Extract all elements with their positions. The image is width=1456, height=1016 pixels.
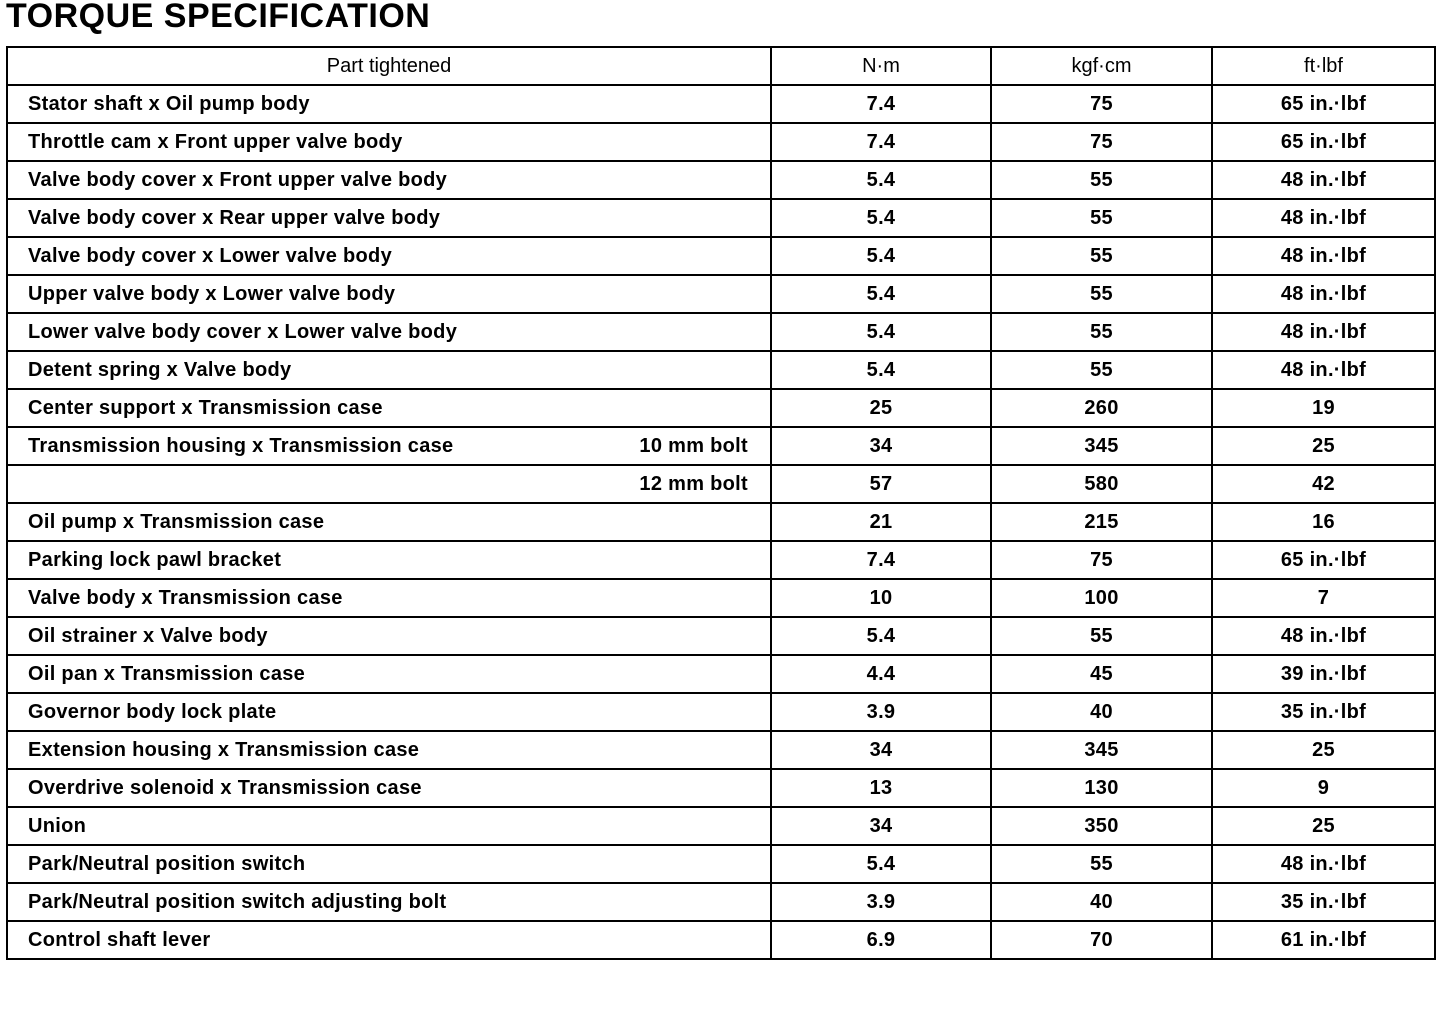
ft-lbf-value: 48 in.·lbf xyxy=(1212,351,1435,389)
table-row xyxy=(7,579,1435,617)
kgf-cm-value: 260 xyxy=(991,389,1212,427)
part-cell xyxy=(7,921,771,959)
nm-value: 3.9 xyxy=(771,883,991,921)
ft-lbf-value: 35 in.·lbf xyxy=(1212,883,1435,921)
part-cell-content xyxy=(28,588,770,608)
part-cell-content xyxy=(28,398,770,418)
part-cell-content xyxy=(28,740,770,760)
table-row xyxy=(7,693,1435,731)
nm-value: 6.9 xyxy=(771,921,991,959)
part-cell xyxy=(7,769,771,807)
ft-lbf-value: 25 xyxy=(1212,731,1435,769)
part-cell-content xyxy=(28,474,770,494)
nm-value: 5.4 xyxy=(771,617,991,655)
nm-value: 5.4 xyxy=(771,237,991,275)
kgf-cm-value: 55 xyxy=(991,199,1212,237)
table-row xyxy=(7,883,1435,921)
part-cell xyxy=(7,123,771,161)
part-name: Transmission housing x Transmission case xyxy=(28,435,454,457)
part-name: Upper valve body x Lower valve body xyxy=(28,283,396,305)
part-cell xyxy=(7,237,771,275)
column-header-kgf-cm: kgf·cm xyxy=(991,47,1212,85)
nm-value: 7.4 xyxy=(771,123,991,161)
part-cell-content xyxy=(28,170,770,190)
ft-lbf-value: 65 in.·lbf xyxy=(1212,541,1435,579)
nm-value: 57 xyxy=(771,465,991,503)
table-row xyxy=(7,389,1435,427)
kgf-cm-value: 580 xyxy=(991,465,1212,503)
part-name: Oil pump x Transmission case xyxy=(28,511,325,533)
part-name: Stator shaft x Oil pump body xyxy=(28,93,310,115)
part-name: Park/Neutral position switch adjusting bolt xyxy=(28,891,447,913)
part-cell-content xyxy=(28,322,770,342)
nm-value: 4.4 xyxy=(771,655,991,693)
part-name: Valve body cover x Lower valve body xyxy=(28,245,392,267)
part-name: Overdrive solenoid x Transmission case xyxy=(28,777,422,799)
ft-lbf-value: 9 xyxy=(1212,769,1435,807)
nm-value: 5.4 xyxy=(771,313,991,351)
torque-spec-table xyxy=(6,46,1436,960)
kgf-cm-value: 55 xyxy=(991,313,1212,351)
kgf-cm-value: 55 xyxy=(991,845,1212,883)
table-row xyxy=(7,123,1435,161)
part-cell xyxy=(7,427,771,465)
part-name: Control shaft lever xyxy=(28,929,211,951)
column-header-part: Part tightened xyxy=(7,47,771,85)
kgf-cm-value: 215 xyxy=(991,503,1212,541)
table-header-row xyxy=(7,47,1435,85)
nm-value: 10 xyxy=(771,579,991,617)
column-header-nm: N·m xyxy=(771,47,991,85)
part-name: Valve body cover x Front upper valve body xyxy=(28,169,448,191)
ft-lbf-value: 48 in.·lbf xyxy=(1212,199,1435,237)
part-cell xyxy=(7,199,771,237)
table-row xyxy=(7,161,1435,199)
part-name: Valve body x Transmission case xyxy=(28,587,343,609)
ft-lbf-value: 48 in.·lbf xyxy=(1212,313,1435,351)
ft-lbf-value: 48 in.·lbf xyxy=(1212,845,1435,883)
part-cell-content xyxy=(28,816,770,836)
ft-lbf-value: 48 in.·lbf xyxy=(1212,161,1435,199)
ft-lbf-value: 25 xyxy=(1212,427,1435,465)
kgf-cm-value: 345 xyxy=(991,427,1212,465)
table-row xyxy=(7,199,1435,237)
ft-lbf-value: 16 xyxy=(1212,503,1435,541)
part-name: Union xyxy=(28,815,87,837)
nm-value: 5.4 xyxy=(771,845,991,883)
part-cell-content xyxy=(28,436,770,456)
part-cell-content xyxy=(28,626,770,646)
table-row xyxy=(7,845,1435,883)
ft-lbf-value: 65 in.·lbf xyxy=(1212,123,1435,161)
part-name: Oil strainer x Valve body xyxy=(28,625,268,647)
table-row xyxy=(7,541,1435,579)
ft-lbf-value: 48 in.·lbf xyxy=(1212,237,1435,275)
ft-lbf-value: 35 in.·lbf xyxy=(1212,693,1435,731)
kgf-cm-value: 350 xyxy=(991,807,1212,845)
part-name: Extension housing x Transmission case xyxy=(28,739,420,761)
table-row xyxy=(7,731,1435,769)
nm-value: 5.4 xyxy=(771,275,991,313)
part-cell-content xyxy=(28,930,770,950)
part-cell-content xyxy=(28,360,770,380)
ft-lbf-value: 7 xyxy=(1212,579,1435,617)
part-cell xyxy=(7,313,771,351)
part-cell-content xyxy=(28,550,770,570)
ft-lbf-value: 48 in.·lbf xyxy=(1212,275,1435,313)
table-row xyxy=(7,85,1435,123)
part-cell-content xyxy=(28,284,770,304)
ft-lbf-value: 25 xyxy=(1212,807,1435,845)
nm-value: 5.4 xyxy=(771,161,991,199)
part-cell xyxy=(7,389,771,427)
part-cell xyxy=(7,161,771,199)
nm-value: 7.4 xyxy=(771,541,991,579)
part-cell xyxy=(7,617,771,655)
part-cell xyxy=(7,351,771,389)
part-name: Oil pan x Transmission case xyxy=(28,663,306,685)
part-name: Center support x Transmission case xyxy=(28,397,383,419)
part-cell-content xyxy=(28,892,770,912)
kgf-cm-value: 100 xyxy=(991,579,1212,617)
part-cell-content xyxy=(28,702,770,722)
part-note: 12 mm bolt xyxy=(639,473,748,495)
kgf-cm-value: 75 xyxy=(991,123,1212,161)
kgf-cm-value: 75 xyxy=(991,85,1212,123)
part-cell xyxy=(7,845,771,883)
part-cell-content xyxy=(28,246,770,266)
kgf-cm-value: 55 xyxy=(991,351,1212,389)
ft-lbf-value: 39 in.·lbf xyxy=(1212,655,1435,693)
table-row xyxy=(7,275,1435,313)
table-row xyxy=(7,807,1435,845)
kgf-cm-value: 75 xyxy=(991,541,1212,579)
part-name: Park/Neutral position switch xyxy=(28,853,306,875)
part-cell-content xyxy=(28,664,770,684)
part-name: Parking lock pawl bracket xyxy=(28,549,282,571)
table-row xyxy=(7,617,1435,655)
part-cell xyxy=(7,655,771,693)
part-name: Valve body cover x Rear upper valve body xyxy=(28,207,441,229)
table-row xyxy=(7,655,1435,693)
part-cell xyxy=(7,503,771,541)
part-cell-content xyxy=(28,94,770,114)
kgf-cm-value: 45 xyxy=(991,655,1212,693)
part-cell xyxy=(7,693,771,731)
table-row xyxy=(7,237,1435,275)
table-row xyxy=(7,427,1435,465)
part-cell xyxy=(7,883,771,921)
table-row xyxy=(7,313,1435,351)
page-title: TORQUE SPECIFICATION xyxy=(6,0,431,35)
nm-value: 5.4 xyxy=(771,351,991,389)
ft-lbf-value: 61 in.·lbf xyxy=(1212,921,1435,959)
table-row xyxy=(7,465,1435,503)
kgf-cm-value: 55 xyxy=(991,275,1212,313)
kgf-cm-value: 345 xyxy=(991,731,1212,769)
kgf-cm-value: 130 xyxy=(991,769,1212,807)
part-cell xyxy=(7,275,771,313)
part-cell-content xyxy=(28,512,770,532)
part-cell xyxy=(7,465,771,503)
part-cell-content xyxy=(28,778,770,798)
part-cell xyxy=(7,807,771,845)
part-name: Governor body lock plate xyxy=(28,701,277,723)
kgf-cm-value: 55 xyxy=(991,237,1212,275)
kgf-cm-value: 40 xyxy=(991,883,1212,921)
table-row xyxy=(7,769,1435,807)
part-cell xyxy=(7,85,771,123)
nm-value: 34 xyxy=(771,731,991,769)
ft-lbf-value: 42 xyxy=(1212,465,1435,503)
part-note: 10 mm bolt xyxy=(639,435,748,457)
kgf-cm-value: 70 xyxy=(991,921,1212,959)
kgf-cm-value: 40 xyxy=(991,693,1212,731)
part-cell xyxy=(7,731,771,769)
part-name: Detent spring x Valve body xyxy=(28,359,292,381)
part-cell-content xyxy=(28,132,770,152)
table-row xyxy=(7,921,1435,959)
nm-value: 34 xyxy=(771,427,991,465)
ft-lbf-value: 48 in.·lbf xyxy=(1212,617,1435,655)
nm-value: 5.4 xyxy=(771,199,991,237)
column-header-ft-lbf: ft·lbf xyxy=(1212,47,1435,85)
nm-value: 3.9 xyxy=(771,693,991,731)
nm-value: 13 xyxy=(771,769,991,807)
kgf-cm-value: 55 xyxy=(991,161,1212,199)
ft-lbf-value: 65 in.·lbf xyxy=(1212,85,1435,123)
table-body xyxy=(7,85,1435,959)
nm-value: 21 xyxy=(771,503,991,541)
nm-value: 34 xyxy=(771,807,991,845)
part-cell xyxy=(7,579,771,617)
table-row xyxy=(7,503,1435,541)
part-name: Lower valve body cover x Lower valve body xyxy=(28,321,458,343)
part-cell xyxy=(7,541,771,579)
part-name: Throttle cam x Front upper valve body xyxy=(28,131,403,153)
part-cell-content xyxy=(28,854,770,874)
ft-lbf-value: 19 xyxy=(1212,389,1435,427)
kgf-cm-value: 55 xyxy=(991,617,1212,655)
nm-value: 7.4 xyxy=(771,85,991,123)
part-cell-content xyxy=(28,208,770,228)
nm-value: 25 xyxy=(771,389,991,427)
table-row xyxy=(7,351,1435,389)
